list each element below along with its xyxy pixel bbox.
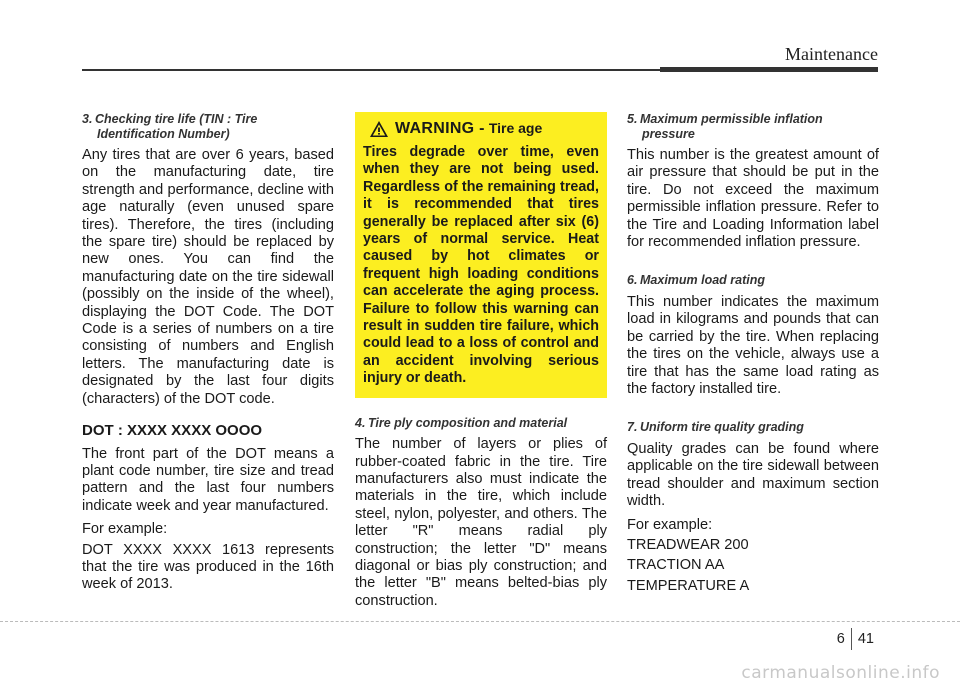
heading-max-load: 6. Maximum load rating <box>627 273 766 288</box>
example-label: For example: <box>627 516 713 533</box>
heading-tire-life: 3. Checking tire life (TIN : Tire Identification Number) <box>82 112 258 141</box>
dot-code-format: DOT : XXXX XXXX OOOO <box>82 422 263 440</box>
paragraph-max-load: This number indicates the maximum load in kilograms and pounds that can be carried by the tire. When replacing the tires on the vehicle, always use a tire that has the same load rating as the factory installed tire. <box>627 293 879 397</box>
watermark: carmanualsonline.info <box>741 663 940 683</box>
grade-traction: TRACTION AA <box>627 557 725 574</box>
page-number <box>837 628 874 650</box>
page-index: 41 <box>857 631 874 647</box>
warning-header <box>369 120 599 138</box>
paragraph-dot-meaning: The front part of the DOT means a plant code number, tire size and tread pattern and the last four numbers indicate week and year manufactured. <box>82 445 334 514</box>
header-divider-accent <box>660 67 878 72</box>
paragraph-ply-composition: The number of layers or plies of rubber-coated fabric in the tire. Tire manufacturers also must indicate the materials in the tire, which include steel, nylon, polyester, and others. The letter "R" means radial ply construction; the letter "D" means diagonal or bias ply construction; and the letter "B" means belted-bias ply construction. <box>355 436 607 609</box>
column-2 <box>355 112 607 616</box>
heading-quality-grading: 7. Uniform tire quality grading <box>627 420 804 435</box>
paragraph-tire-age: Any tires that are over 6 years, based on the manufacturing date, tire strength and performance, decline with age naturally (even unused spare tires). Therefore, the tires (including the spare tire) should be replaced by new ones. You can find the manufacturing date on the tire sidewall (possibly on the inside of the wheel), displaying the DOT Code. The DOT Code is a series of numbers on a tire consisting of numbers and English letters. The manufacturing date is designated by the last four digits (characters) of the DOT code. <box>82 147 334 407</box>
page-number-separator <box>851 628 852 650</box>
example-label: For example: <box>82 521 168 538</box>
paragraph-max-inflation: This number is the greatest amount of air pressure that should be put in the tire. Do not exceed the maximum permissible inflation pressure. Refer to the Tire and Loading Information label for recommended inflation pressure. <box>627 147 879 251</box>
grade-temperature: TEMPERATURE A <box>627 577 750 594</box>
warning-triangle-icon <box>369 120 389 138</box>
warning-text: Tires degrade over time, even when they are not being used. Regardless of the remaining tread, it is recommended that tires generally be replaced after six (6) years of normal service. Heat caused by hot climates or frequent high loading conditions can accelerate the aging process. Failure to follow this warning can result in sudden tire failure, which could lead to a loss of control and an accident involving serious injury or death. <box>363 144 599 387</box>
grade-treadwear: TREADWEAR 200 <box>627 536 749 553</box>
column-3 <box>627 112 879 598</box>
chapter-number: 6 <box>836 631 845 647</box>
paragraph-quality-grading: Quality grades can be found where applicable on the tire sidewall between tread shoulder and maximum section width. <box>627 440 879 510</box>
heading-max-inflation: 5. Maximum permissible inflation pressure <box>627 112 823 141</box>
paragraph-dot-example: DOT XXXX XXXX 1613 represents that the tire was produced in the 16th week of 2013. <box>82 541 334 593</box>
footer-divider <box>0 621 960 622</box>
column-1 <box>82 112 334 600</box>
warning-label: WARNING - <box>395 120 485 138</box>
heading-ply-composition: 4. Tire ply composition and material <box>355 415 568 430</box>
section-title: Maintenance <box>785 44 878 64</box>
warning-subject: Tire age <box>488 120 543 137</box>
warning-box <box>355 112 607 398</box>
